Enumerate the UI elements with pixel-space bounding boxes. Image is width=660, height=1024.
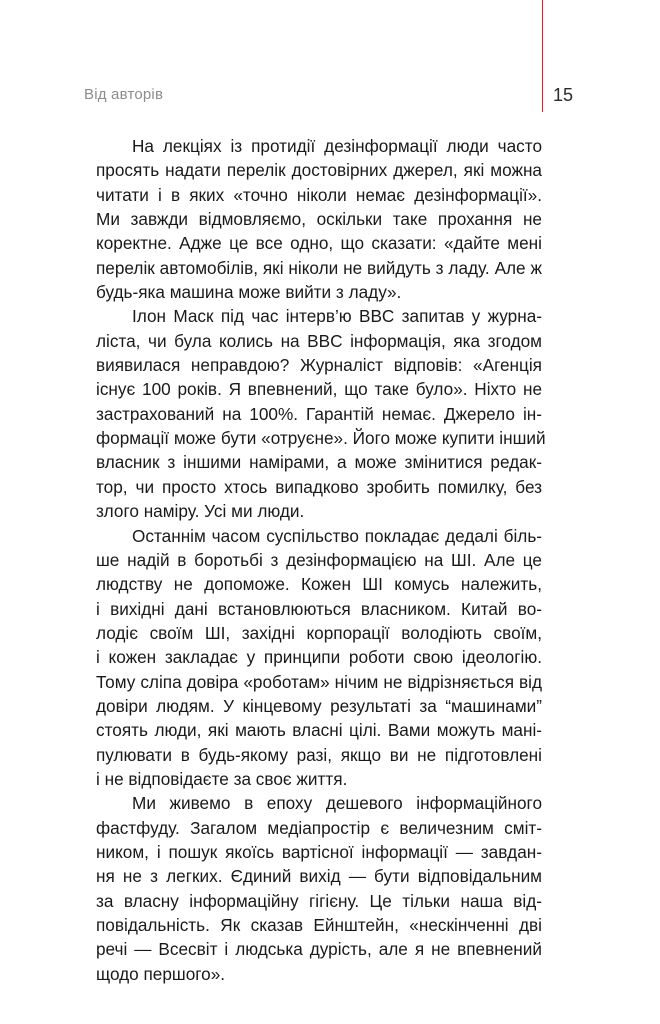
text-line: щодо першого». <box>96 963 226 984</box>
text-line: перелік автомобілів, які ніколи не вийдуть з ладу. Але ж <box>96 257 542 278</box>
text-line: Останнім часом суспільство покладає дедалі біль- <box>132 525 542 546</box>
text-line: ліста, чи була колись на BBC інформація, яка згодом <box>96 330 542 351</box>
text-line: ше надій в боротьбі з дезінформацією на ШІ. Але це <box>96 549 542 570</box>
text-line: Ми живемо в епоху дешевого інформаційного <box>132 793 542 814</box>
folio-divider-line <box>542 0 543 112</box>
text-line: повідальність. Як сказав Ейнштейн, «нескінченні дві <box>96 915 542 935</box>
text-line: і вихідні дані встановлюються власником. Китай во- <box>96 598 542 619</box>
paragraph-2 <box>96 304 546 523</box>
text-line: застрахований на 100%. Гарантій немає. Джерело ін- <box>96 403 542 424</box>
text-line: Ілон Маск під час інтерв’ю BBC запитав у журна- <box>132 306 542 327</box>
text-line: тор, чи просто хтось випадково зробить помилку, без <box>96 476 542 497</box>
text-line: Ми завжди відмовляємо, оскільки таке прохання не <box>96 209 542 230</box>
text-line: речі — Всесвіт і людська дурість, але я не впевнений <box>96 939 542 960</box>
text-line: ня не з легких. Єдиний вихід — бути відповідальним <box>96 866 542 887</box>
text-line: коректне. Адже це все одно, що сказати: «дайте мені <box>96 233 542 254</box>
running-head: Від авторів <box>84 86 164 103</box>
text-line: лодіє своїм ШІ, західні корпорації володіють своїм, <box>96 622 542 643</box>
text-line: фастфуду. Загалом медіапростір є величезним сміт- <box>96 817 542 838</box>
text-line: людству не допоможе. Кожен ШІ комусь належить, <box>96 574 542 595</box>
text-line: і не відповідаєте за своє життя. <box>96 768 348 789</box>
text-line: існує 100 років. Я впевнений, що таке було». Ніхто не <box>96 379 542 400</box>
text-line: за власну інформаційну гігієну. Це тільки наша від- <box>96 890 542 911</box>
text-line: читати і в яких «точно ніколи немає дезінформації». <box>96 184 542 205</box>
text-line: будь-яка машина може вийти з ладу». <box>96 282 402 303</box>
paragraph-3 <box>96 524 542 792</box>
text-line: просять надати перелік достовірних джерел, які можна <box>96 160 542 181</box>
text-line: стоять люди, які мають власні цілі. Вами можуть мані- <box>96 720 542 741</box>
paragraph-4 <box>96 791 542 986</box>
text-line: На лекціях із протидії дезінформації люди часто <box>132 136 542 156</box>
text-line: формації може бути «отруєне». Його може купити інший <box>96 428 546 449</box>
text-line: Тому сліпа довіра «роботам» нічим не відрізняється від <box>96 671 542 692</box>
text-line: власник з іншими намірами, а може змінитися редак- <box>96 452 542 473</box>
body-text <box>96 134 546 986</box>
paragraph-1 <box>96 134 542 304</box>
text-line: виявилася неправдою? Журналіст відповів: «Агенція <box>96 355 542 376</box>
text-line: і кожен закладає у принципи роботи свою ідеологію. <box>96 647 542 668</box>
text-line: довіри людям. У кінцевому результаті за “машинами” <box>96 695 542 716</box>
text-line: пулювати в будь-якому разі, якщо ви не підготовлені <box>96 744 542 765</box>
text-line: злого наміру. Усі ми люди. <box>96 501 305 522</box>
page-number: 15 <box>553 85 574 105</box>
text-line: ником, і пошук якоїсь вартісної інформації — завдан- <box>96 841 542 862</box>
